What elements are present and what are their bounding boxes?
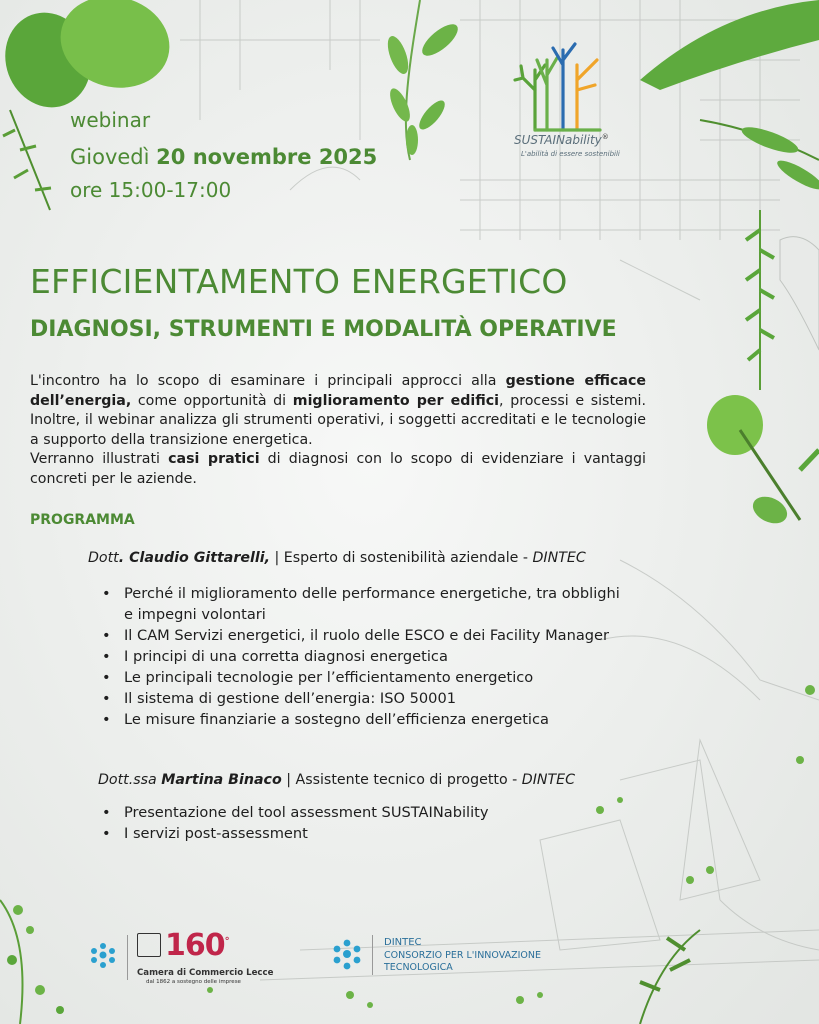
list-item: • Perché il miglioramento delle performance energetiche, tra obblighi e impegni volontari <box>102 583 622 625</box>
dintec-line-1: CONSORZIO PER L'INNOVAZIONE <box>384 950 542 961</box>
dintec-flower-icon <box>328 935 366 973</box>
page-subtitle: DIAGNOSI, STRUMENTI E MODALITÀ OPERATIVE <box>30 317 617 342</box>
topics-list-2 <box>102 802 622 844</box>
footer-divider-2 <box>372 935 373 975</box>
intro-paragraph-2: Verranno illustrati casi pratici di diagnosi con lo scopo di evidenziare i vantaggi concreti per le aziende. <box>30 451 646 487</box>
programma-heading: PROGRAMMA <box>30 512 135 528</box>
anniversary-160: 160° <box>165 928 229 963</box>
event-date: Giovedì 20 novembre 2025 <box>70 145 378 169</box>
topics-list-1 <box>102 583 622 730</box>
webinar-label: webinar <box>70 108 151 132</box>
speaker-2: Dott.ssa Martina Binaco | Assistente tecnico di progetto - DINTEC <box>98 772 576 788</box>
dintec-name: DINTEC <box>384 937 422 948</box>
logo-brand: SUSTAINability® <box>514 133 609 147</box>
list-item: • Il sistema di gestione dell’energia: ISO 50001 <box>102 688 622 709</box>
list-item: • Le principali tecnologie per l’efficientamento energetico <box>102 667 622 688</box>
footer-divider <box>127 935 128 980</box>
speaker-1: Dott. Claudio Gittarelli, | Esperto di sostenibilità aziendale - DINTEC <box>88 550 586 566</box>
chamber-name: Camera di Commercio Lecce <box>137 968 274 978</box>
chamber-subtitle: dal 1862 a sostegno delle imprese <box>146 979 241 985</box>
list-item: • Presentazione del tool assessment SUSTAINability <box>102 802 622 823</box>
logo-tagline: L'abilità di essere sostenibili <box>521 150 620 158</box>
event-time: ore 15:00-17:00 <box>70 178 232 202</box>
chamber-flower-icon <box>86 938 120 972</box>
page-title: EFFICIENTAMENTO ENERGETICO <box>30 262 568 301</box>
list-item: • Il CAM Servizi energetici, il ruolo delle ESCO e dei Facility Manager <box>102 625 622 646</box>
dintec-line-2: TECNOLOGICA <box>384 962 453 973</box>
list-item: • I servizi post-assessment <box>102 823 622 844</box>
chamber-crest-icon <box>137 933 161 957</box>
intro-paragraph-1: L'incontro ha lo scopo di esaminare i principali approcci alla gestione efficace dell’energia, come opportunità di miglioramento per edifici, processi e sistemi. Inoltre, il webinar analizza gli strumenti operativi, i soggetti accreditati e le tecnologie a supporto della transizione energetica. <box>30 373 647 448</box>
list-item: • I principi di una corretta diagnosi energetica <box>102 646 622 667</box>
intro-text <box>30 372 646 489</box>
list-item: • Le misure finanziarie a sostegno dell’efficienza energetica <box>102 709 622 730</box>
